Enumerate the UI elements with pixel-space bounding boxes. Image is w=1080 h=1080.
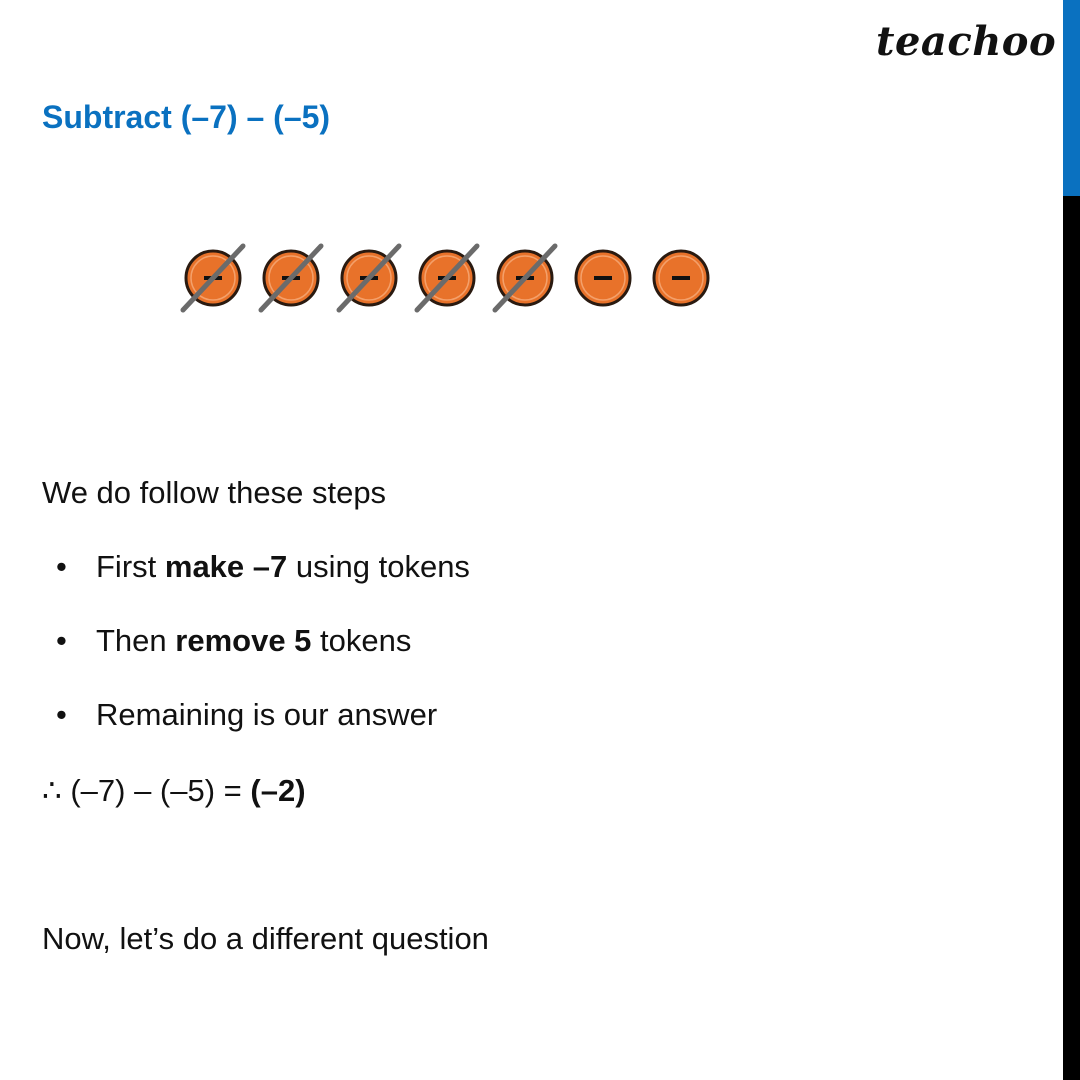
step-text-before: Remaining is our answer [96,697,438,732]
teachoo-logo: teachoo [876,18,1057,65]
token-crossed [417,246,477,310]
result-answer: (–2) [250,773,306,808]
step-item [56,696,437,733]
step-text-before: Then [96,623,176,658]
step-text-before: First [96,549,165,584]
token-row [170,238,730,318]
step-text-after: using tokens [287,549,470,584]
token [654,251,708,305]
token-crossed [495,246,555,310]
step-item [56,622,411,659]
step-text-bold: make –7 [164,549,288,584]
token-crossed [183,246,243,310]
side-bar [1063,0,1080,1080]
page-title: Subtract (–7) – (–5) [42,99,331,135]
step-item [56,548,470,585]
result-prefix: ∴ (–7) – (–5) = [42,773,251,808]
minus-symbol [594,276,612,280]
bullet: • [56,697,67,732]
bullet: • [56,549,67,584]
closing-text: Now, let’s do a different question [42,921,489,956]
step-text-after: tokens [311,623,412,658]
token-crossed [261,246,321,310]
side-bar-accent [1063,0,1080,196]
intro-text: We do follow these steps [42,475,387,510]
minus-symbol [672,276,690,280]
step-text-bold: remove 5 [175,623,312,658]
token-crossed [339,246,399,310]
bullet: • [56,623,67,658]
token [576,251,630,305]
result-line [42,772,306,809]
